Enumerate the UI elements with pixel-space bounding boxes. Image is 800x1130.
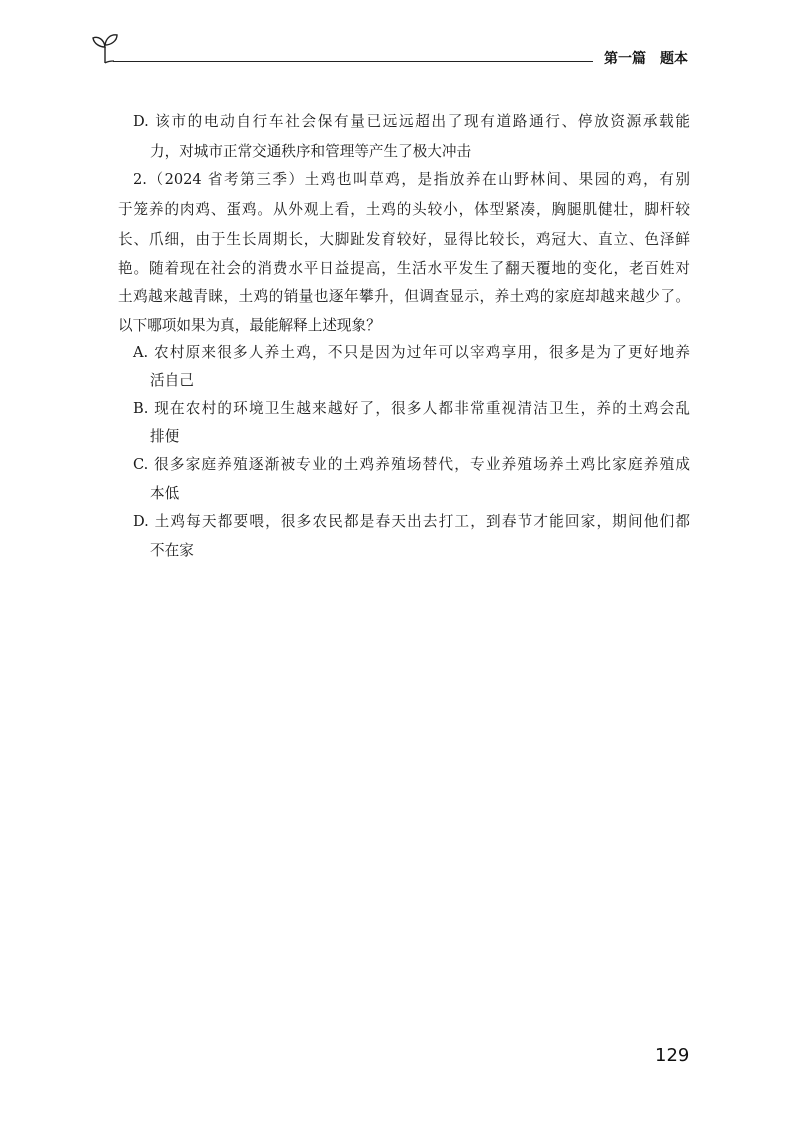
question-stem-line: 土鸡越来越青睐，土鸡的销量也逐年攀升，但调查显示，养土鸡的家庭却越来越少了。 — [118, 288, 690, 305]
question-stem-line: 于笼养的肉鸡、蛋鸡。从外观上看，土鸡的头较小，体型紧凑，胸腿肌健壮，脚杆较 — [118, 201, 690, 218]
question-stem-line: 长、爪细，由于生长周期长，大脚趾发育较好，显得比较长，鸡冠大、直立、色泽鲜 — [118, 231, 690, 248]
sprout-icon — [90, 30, 120, 64]
option-b-line: B. 现在农村的环境卫生越来越好了，很多人都非常重视清洁卫生，养的土鸡会乱 — [133, 400, 690, 417]
option-c-line: 本低 — [150, 485, 180, 502]
option-d-line: 不在家 — [150, 542, 194, 559]
page-number: 129 — [655, 1045, 690, 1066]
previous-option-d-line: D. 该市的电动自行车社会保有量已远远超出了现有道路通行、停放资源承载能 — [133, 113, 690, 130]
option-a-line: A. 农村原来很多人养土鸡，不只是因为过年可以宰鸡享用，很多是为了更好地养 — [133, 344, 690, 361]
question-stem-line: 艳。随着现在社会的消费水平日益提高，生活水平发生了翻天覆地的变化，老百姓对 — [118, 260, 690, 277]
option-b-line: 排便 — [150, 428, 180, 445]
question-prompt: 以下哪项如果为真，最能解释上述现象？ — [118, 317, 381, 334]
header-rule — [113, 61, 593, 62]
option-c-line: C. 很多家庭养殖逐渐被专业的土鸡养殖场替代，专业养殖场养土鸡比家庭养殖成 — [133, 456, 690, 473]
option-d-line: D. 土鸡每天都要喂，很多农民都是春天出去打工，到春节才能回家，期间他们都 — [133, 513, 690, 530]
previous-option-d-line: 力，对城市正常交通秩序和管理等产生了极大冲击 — [150, 143, 472, 160]
section-title: 第一篇 题本 — [604, 51, 688, 67]
question-stem-line: 2.（2024 省考第三季）土鸡也叫草鸡，是指放养在山野林间、果园的鸡，有别 — [133, 171, 690, 188]
option-a-line: 活自己 — [150, 372, 194, 389]
